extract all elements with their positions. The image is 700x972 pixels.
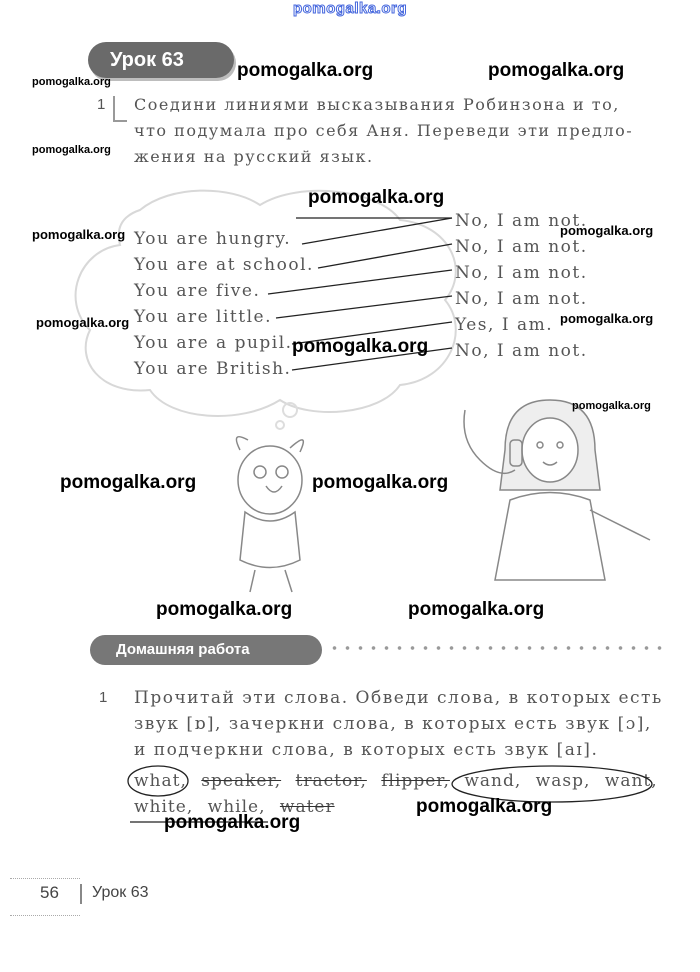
watermark: pomogalka.org bbox=[237, 60, 374, 81]
watermark: pomogalka.org bbox=[560, 223, 654, 238]
page-number: 56 bbox=[40, 883, 59, 902]
word-underlined: while, bbox=[207, 797, 266, 817]
answer: No, I am not. bbox=[455, 237, 588, 257]
watermark: pomogalka.org bbox=[32, 144, 111, 156]
watermark: pomogalka.org bbox=[292, 336, 429, 357]
word-underlined: white, bbox=[134, 797, 194, 817]
answer: Yes, I am. bbox=[455, 315, 554, 335]
watermark: pomogalka.org bbox=[560, 311, 654, 326]
word-circled: wasp, bbox=[535, 771, 591, 791]
watermark: pomogalka.org bbox=[36, 315, 130, 330]
homework-line: Прочитай эти слова. Обведи слова, в которых есть bbox=[134, 688, 663, 708]
watermark: pomogalka.org bbox=[308, 187, 445, 208]
watermark: pomogalka.org bbox=[164, 812, 301, 833]
sentence: You are little. bbox=[134, 307, 272, 327]
sentence: You are hungry. bbox=[134, 229, 292, 249]
word-struck: flipper, bbox=[381, 771, 450, 791]
task-line: что подумала про себя Аня. Переведи эти предло- bbox=[134, 121, 634, 140]
answer: No, I am not. bbox=[455, 211, 588, 231]
task-line: Соедини линиями высказывания Робинзона и то, bbox=[134, 95, 620, 114]
lesson-title: Урок 63 bbox=[88, 42, 234, 78]
word-circled: want, bbox=[604, 771, 658, 791]
sentence: You are five. bbox=[134, 281, 261, 301]
watermark: pomogalka.org bbox=[60, 472, 197, 493]
homework-task-number: 1 bbox=[99, 689, 108, 706]
watermark: pomogalka.org bbox=[572, 400, 651, 412]
homework-line: и подчеркни слова, в которых есть звук [aɪ]. bbox=[134, 740, 599, 760]
answer: No, I am not. bbox=[455, 263, 588, 283]
word-struck: tractor, bbox=[295, 771, 367, 791]
watermark: pomogalka.org bbox=[408, 599, 545, 620]
word-struck: speaker, bbox=[201, 771, 282, 791]
sentence: You are British. bbox=[134, 359, 292, 379]
task-line: жения на русский язык. bbox=[134, 147, 374, 166]
footer-lesson: Урок 63 bbox=[92, 884, 149, 901]
word-circled: wand, bbox=[464, 771, 522, 791]
watermark: pomogalka.org bbox=[32, 227, 126, 242]
watermark: pomogalka.org bbox=[312, 472, 449, 493]
task-number: 1 bbox=[97, 96, 106, 113]
watermark: pomogalka.org bbox=[156, 599, 293, 620]
word-circled: what, bbox=[134, 771, 187, 791]
answer: No, I am not. bbox=[455, 289, 588, 309]
sentence: You are at school. bbox=[134, 255, 314, 275]
watermark: pomogalka.org bbox=[416, 796, 553, 817]
watermark: pomogalka.org bbox=[488, 60, 625, 81]
top-watermark: pomogalka.org bbox=[292, 0, 407, 17]
word-struck: water bbox=[279, 797, 335, 817]
homework-line: звук [ɒ], зачеркни слова, в которых есть звук [ɔ], bbox=[134, 714, 652, 734]
sentence: You are a pupil. bbox=[134, 333, 293, 353]
answer: No, I am not. bbox=[455, 341, 588, 361]
watermark: pomogalka.org bbox=[32, 76, 111, 88]
footer-divider bbox=[80, 884, 82, 904]
circle-mark bbox=[128, 766, 188, 796]
homework-title: Домашняя работа bbox=[90, 635, 322, 665]
